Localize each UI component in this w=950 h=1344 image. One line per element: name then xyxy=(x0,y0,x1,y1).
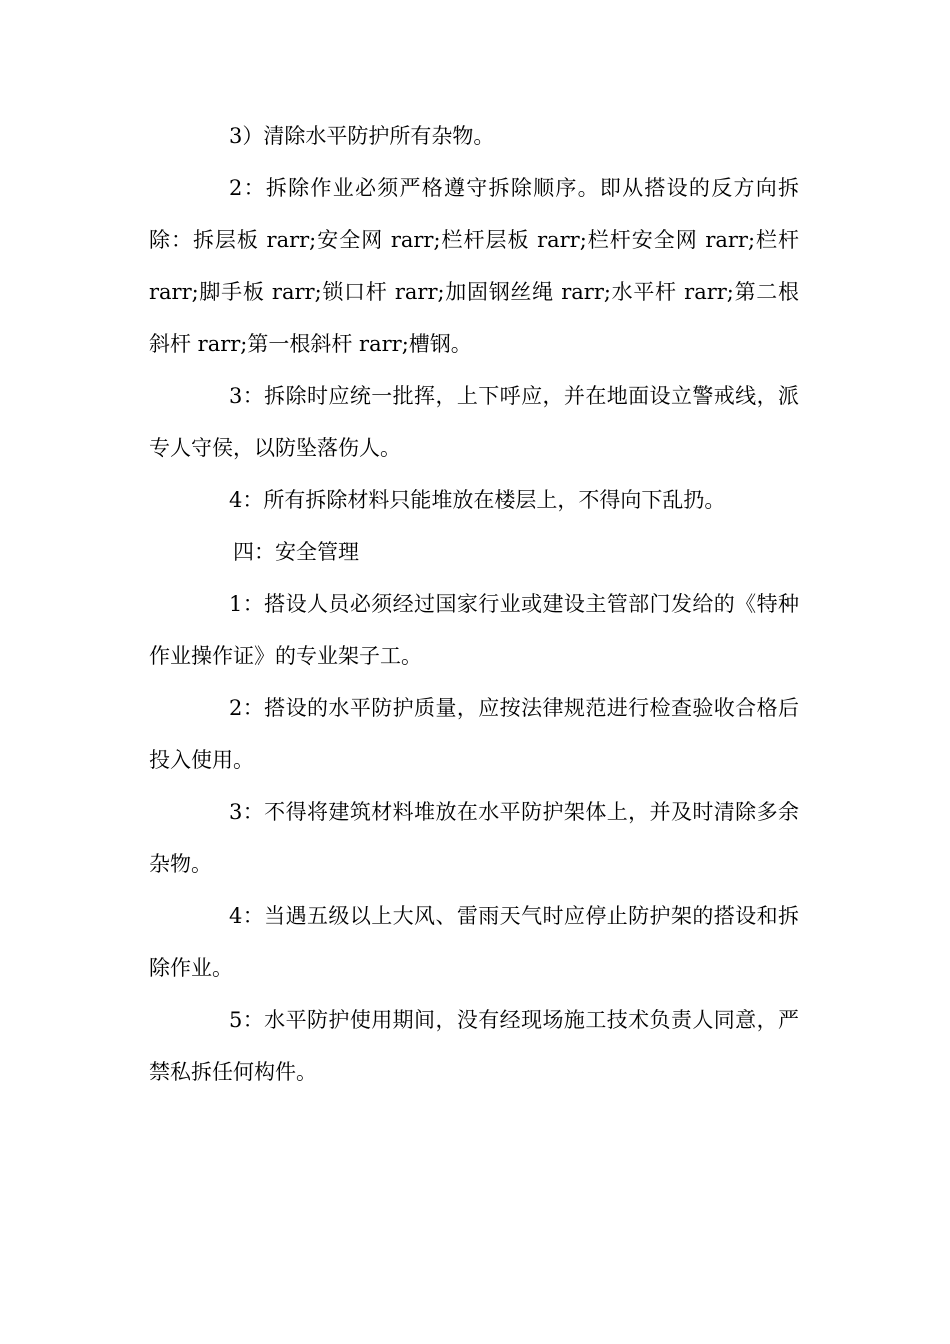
paragraph-clear-debris: 3）清除水平防护所有杂物。 xyxy=(229,124,495,148)
paragraph-no-unauthorized-removal: 5：水平防护使用期间，没有经现场施工技术负责人同意，严禁私拆任何构件。 xyxy=(149,1008,799,1084)
paragraph-material-stacking: 4：所有拆除材料只能堆放在楼层上，不得向下乱扔。 xyxy=(229,488,726,512)
paragraph-certified-workers: 1：搭设人员必须经过国家行业或建设主管部门发给的《特种作业操作证》的专业架子工。 xyxy=(149,592,799,668)
section-heading-safety-management: 四：安全管理 xyxy=(233,540,359,564)
document-body xyxy=(149,110,799,1098)
paragraph-weather-stop: 4：当遇五级以上大风、雷雨天气时应停止防护架的搭设和拆除作业。 xyxy=(149,904,799,980)
paragraph-inspection-acceptance: 2：搭设的水平防护质量，应按法律规范进行检查验收合格后投入使用。 xyxy=(149,696,799,772)
paragraph-unified-command: 3：拆除时应统一批挥，上下呼应，并在地面设立警戒线，派专人守侯，以防坠落伤人。 xyxy=(149,384,799,460)
paragraph-dismantle-order: 2：拆除作业必须严格遵守拆除顺序。即从搭设的反方向拆除：拆层板 rarr;安全网 rarr;栏杆层板 rarr;栏杆安全网 rarr;栏杆 rarr;脚手板 rarr;锁口杆 rarr;加固钢丝绳 rarr;水平杆 rarr;第二根斜杆 rarr;第一根斜杆 rarr;槽钢。 xyxy=(149,176,799,356)
paragraph-no-material-stacking: 3：不得将建筑材料堆放在水平防护架体上，并及时清除多余杂物。 xyxy=(149,800,799,876)
